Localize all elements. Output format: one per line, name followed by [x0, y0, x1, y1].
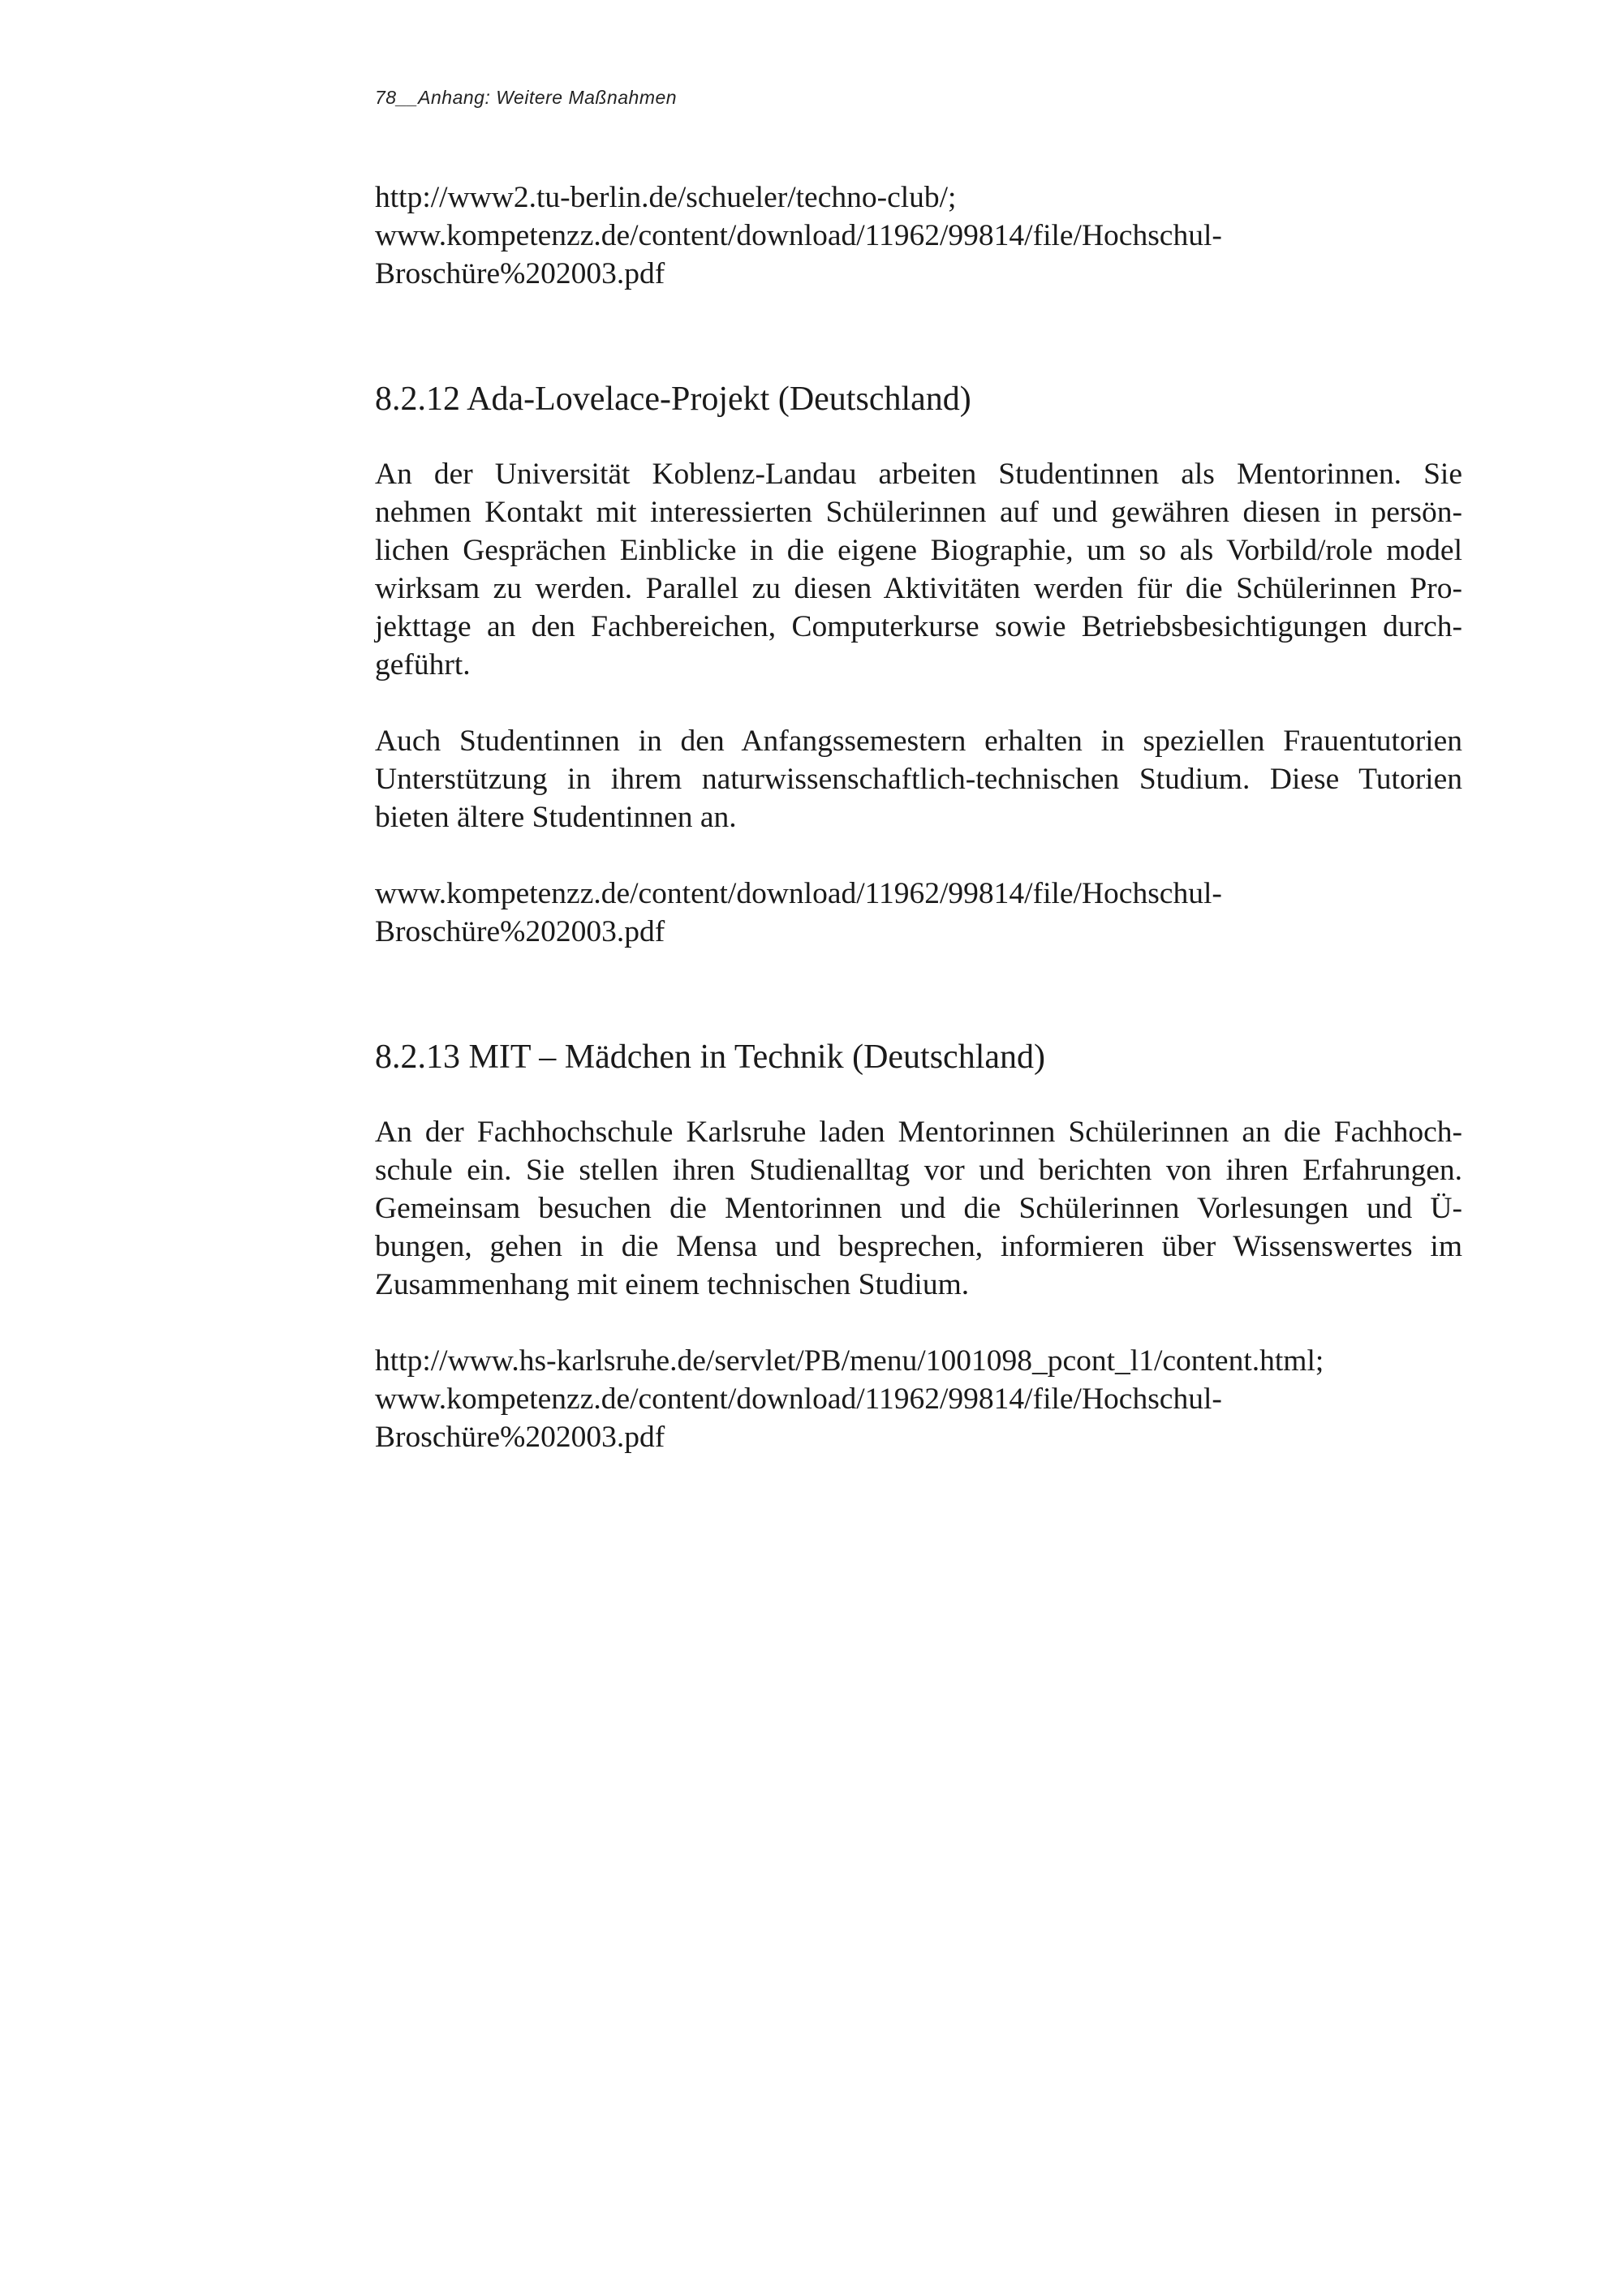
- paragraph: [375, 722, 1462, 836]
- paragraph-line: bieten ältere Studentinnen an.: [375, 801, 737, 834]
- paragraph-line: Zusammenhang mit einem technischen Studium.: [375, 1268, 970, 1301]
- section-heading-mit: 8.2.13 MIT – Mädchen in Technik (Deutschland): [375, 1038, 1045, 1076]
- section-heading-ada-lovelace: 8.2.12 Ada-Lovelace-Projekt (Deutschland): [375, 381, 971, 418]
- link-line[interactable]: www.kompetenzz.de/content/download/11962/99814/file/Hochschul-: [375, 1382, 1222, 1416]
- running-head: 78__Anhang: Weitere Maßnahmen: [375, 87, 678, 108]
- paragraph-line: geführt.: [375, 648, 471, 681]
- link-line[interactable]: Broschüre%202003.pdf: [375, 1421, 665, 1454]
- link-line[interactable]: www.kompetenzz.de/content/download/11962/99814/file/Hochschul-: [375, 219, 1222, 252]
- section-1-link-block: [375, 875, 1462, 951]
- link-line[interactable]: Broschüre%202003.pdf: [375, 915, 665, 948]
- paragraph-line: nehmen Kontakt mit interessierten Schülerinnen auf und gewähren diesen in persön-: [375, 496, 1462, 529]
- paragraph-line: wirksam zu werden. Parallel zu diesen Aktivitäten werden für die Schülerinnen Pro-: [375, 572, 1462, 605]
- paragraph-line: Unterstützung in ihrem naturwissenschaftlich-technischen Studium. Diese Tutorien: [375, 763, 1462, 796]
- section-2-link-block: [375, 1342, 1462, 1456]
- top-link-block: [375, 178, 1462, 293]
- link-line[interactable]: http://www.hs-karlsruhe.de/servlet/PB/menu/1001098_pcont_l1/content.html;: [375, 1344, 1324, 1378]
- paragraph: [375, 455, 1462, 684]
- paragraph-line: schule ein. Sie stellen ihren Studienalltag vor und berichten von ihren Erfahrungen.: [375, 1154, 1462, 1187]
- link-line[interactable]: http://www2.tu-berlin.de/schueler/techno-club/;: [375, 181, 957, 214]
- link-line[interactable]: www.kompetenzz.de/content/download/11962/99814/file/Hochschul-: [375, 877, 1222, 910]
- paragraph-line: lichen Gesprächen Einblicke in die eigene Biographie, um so als Vorbild/role model: [375, 534, 1462, 567]
- page-content: [375, 178, 1462, 1456]
- paragraph-line: jekttage an den Fachbereichen, Computerkurse sowie Betriebsbesichtigungen durch-: [375, 610, 1462, 643]
- paragraph-line: An der Universität Koblenz-Landau arbeiten Studentinnen als Mentorinnen. Sie: [375, 458, 1462, 491]
- paragraph-line: Gemeinsam besuchen die Mentorinnen und die Schülerinnen Vorlesungen und Ü-: [375, 1192, 1462, 1225]
- paragraph: [375, 1113, 1462, 1304]
- paragraph-line: Auch Studentinnen in den Anfangssemestern erhalten in speziellen Frauentutorien: [375, 724, 1462, 758]
- link-line[interactable]: Broschüre%202003.pdf: [375, 257, 665, 290]
- paragraph-line: An der Fachhochschule Karlsruhe laden Mentorinnen Schülerinnen an die Fachhoch-: [375, 1116, 1462, 1149]
- paragraph-line: bungen, gehen in die Mensa und besprechen, informieren über Wissenswertes im: [375, 1230, 1462, 1263]
